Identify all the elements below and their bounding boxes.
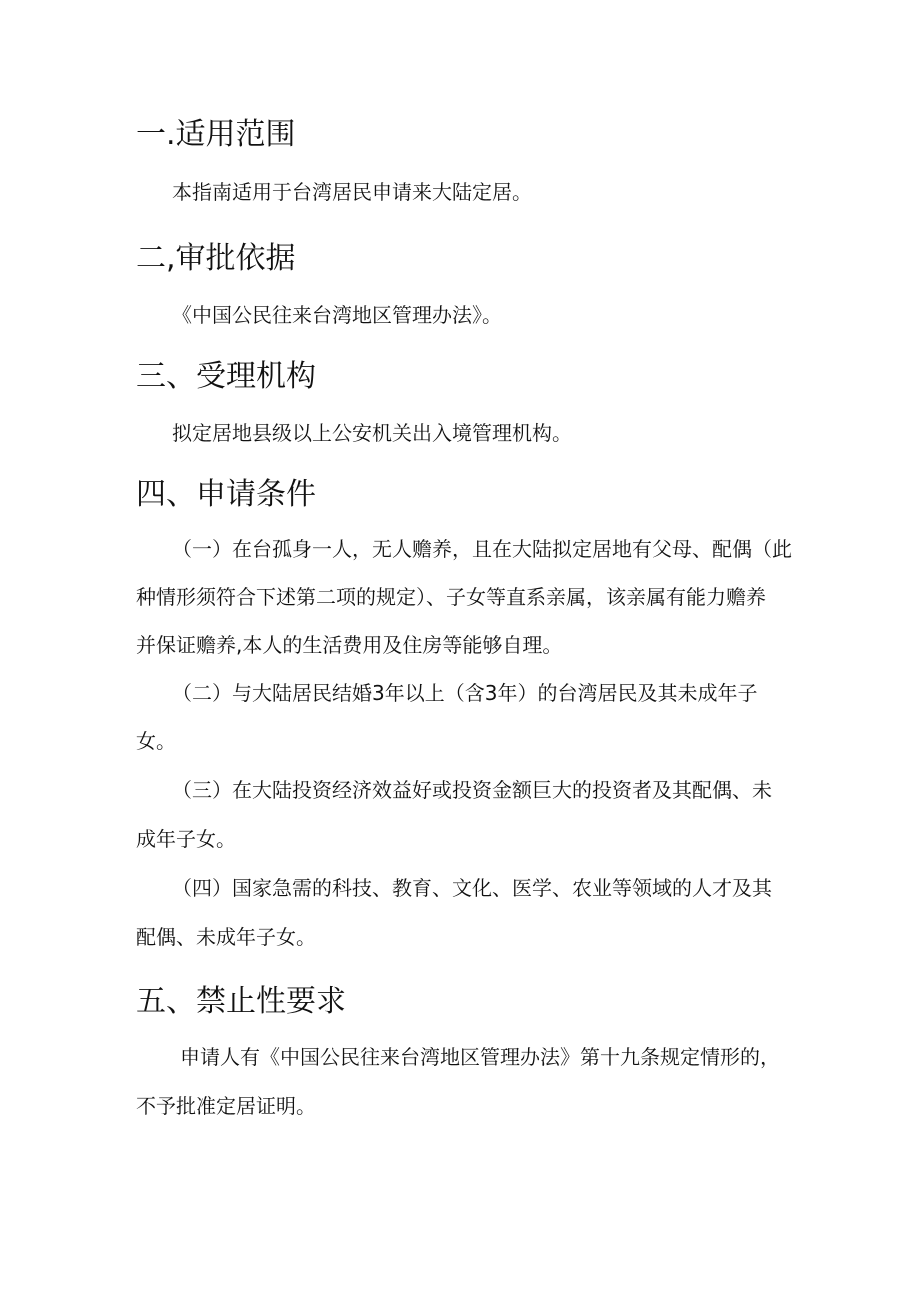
section-heading-agency: 三、受理机构 [136, 359, 316, 394]
condition-1-line-3: 并保证赡养,本人的生活费用及住房等能够自理。 [136, 633, 563, 657]
condition-1-line-2: 种情形须符合下述第二项的规定）、子女等直系亲属，该亲属有能力赡养 [136, 585, 766, 609]
section-agency-text: 拟定居地县级以上公安机关出入境管理机构。 [172, 421, 572, 445]
prohibition-line-2: 不予批准定居证明。 [136, 1094, 316, 1118]
section-heading-scope: 一.适用范围 [136, 117, 296, 152]
condition-1-line-1: （一）在台孤身一人，无人赡养，且在大陆拟定居地有父母、配偶（此 [172, 537, 792, 561]
condition-3-line-1: （三）在大陆投资经济效益好或投资金额巨大的投资者及其配偶、未 [172, 778, 772, 802]
section-heading-prohibitions: 五、禁止性要求 [136, 984, 346, 1019]
section-heading-conditions: 四、申请条件 [136, 477, 316, 512]
condition-4-line-2: 配偶、未成年子女。 [136, 925, 316, 949]
section-basis-text: 《中国公民往来台湾地区管理办法》。 [172, 303, 502, 327]
condition-2-line-1: （二）与大陆居民结婚3年以上（含3年）的台湾居民及其未成年子 [172, 681, 758, 705]
condition-4-line-1: （四）国家急需的科技、教育、文化、医学、农业等领域的人才及其 [172, 876, 772, 900]
prohibition-line-1: 申请人有《中国公民往来台湾地区管理办法》第十九条规定情形的， [180, 1045, 780, 1069]
section-heading-basis: 二,审批依据 [136, 241, 296, 276]
condition-3-line-2: 成年子女。 [136, 827, 236, 851]
section-scope-text: 本指南适用于台湾居民申请来大陆定居。 [172, 180, 532, 204]
condition-2-line-2: 女。 [136, 729, 176, 753]
